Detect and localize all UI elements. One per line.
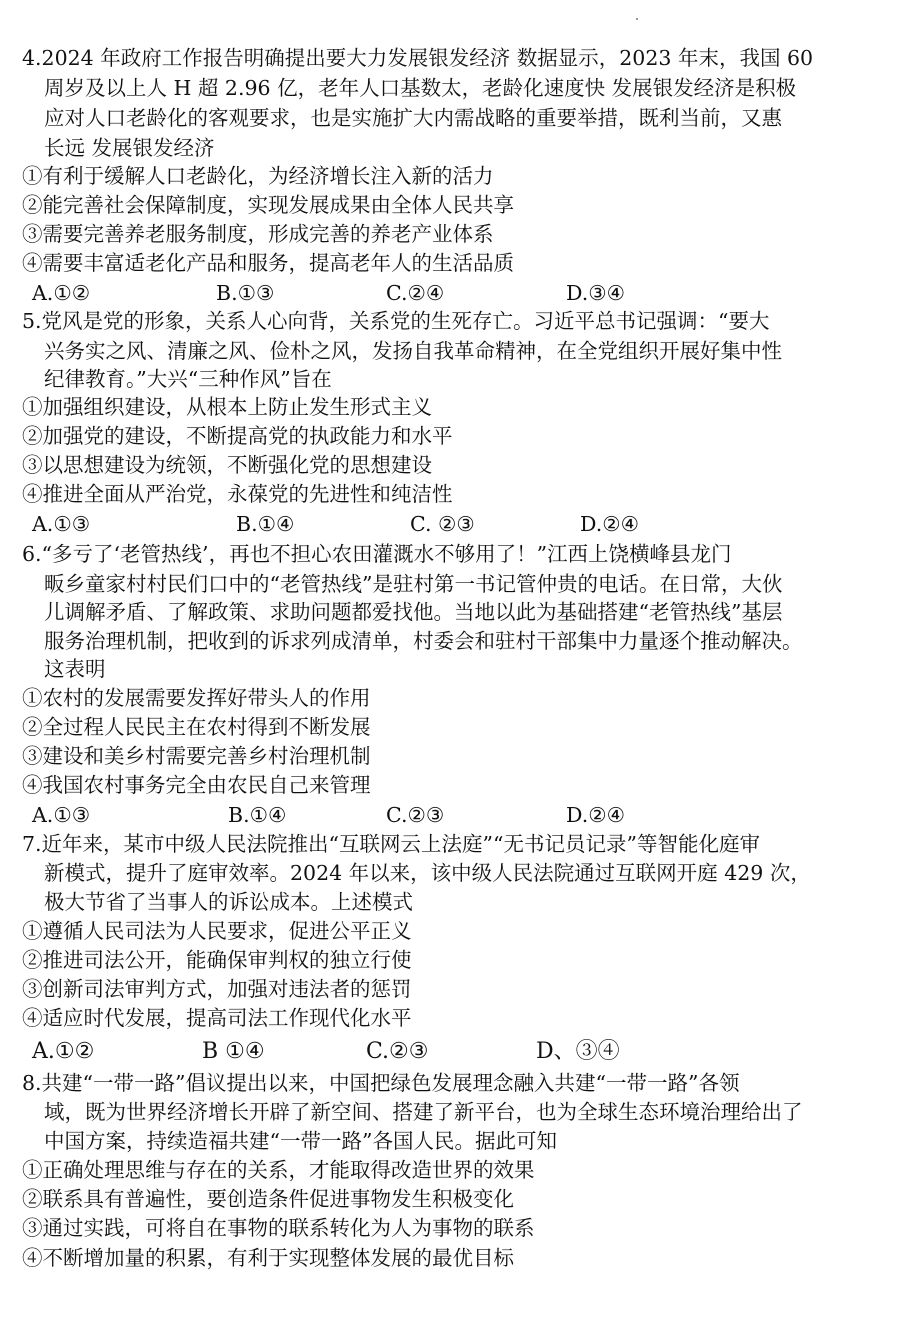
q6-stem-line-3: 儿调解矛盾、了解政策、求助问题都爱找他。当地以此为基础搭建“老管热线”基层 — [44, 600, 783, 624]
q8-stem-line-2: 域，既为世界经济增长开辟了新空间、搭建了新平台，也为全球生态环境治理给出了 — [44, 1100, 803, 1124]
q4-stem-line-2: 周岁及以上人 H 超 2.96 亿，老年人口基数太，老龄化速度快 发展银发经济是积极 — [44, 76, 797, 100]
q4-option-c: C.②④ — [386, 281, 445, 305]
q8-item-1: ①正确处理思维与存在的关系，才能取得改造世界的效果 — [22, 1158, 535, 1182]
q6-option-a: A.①③ — [32, 803, 91, 827]
q6-item-1: ①农村的发展需要发挥好带头人的作用 — [22, 686, 371, 710]
q7-item-1: ①遵循人民司法为人民要求，促进公平正义 — [22, 919, 412, 943]
q8-item-4: ④不断增加量的积累，有利于实现整体发展的最优目标 — [22, 1246, 514, 1270]
q4-item-2: ②能完善社会保障制度，实现发展成果由全体人民共享 — [22, 193, 514, 217]
q7-option-a: A.①② — [32, 1039, 95, 1064]
q6-option-c: C.②③ — [386, 803, 445, 827]
q6-stem-line-5: 这表明 — [44, 657, 106, 681]
q7-stem-line-3: 极大节省了当事人的诉讼成本。上述模式 — [44, 890, 413, 914]
q5-stem-line-3: 纪律教育。”大兴“三种作风”旨在 — [44, 367, 332, 391]
q5-item-2: ②加强党的建设，不断提高党的执政能力和水平 — [22, 424, 453, 448]
q4-stem-line-4: 长远 发展银发经济 — [44, 136, 215, 160]
q7-option-d: D、③④ — [536, 1039, 620, 1064]
q5-item-4: ④推进全面从严治党，永葆党的先进性和纯洁性 — [22, 482, 453, 506]
q7-stem-line-2: 新模式，提升了庭审效率。2024 年以来，该中级人民法院通过互联网开庭 429 次， — [44, 861, 811, 885]
q6-item-3: ③建设和美乡村需要完善乡村治理机制 — [22, 744, 371, 768]
q8-item-3: ③通过实践，可将自在事物的联系转化为人为事物的联系 — [22, 1216, 535, 1240]
q7-item-4: ④适应时代发展，提高司法工作现代化水平 — [22, 1006, 412, 1030]
q6-option-b: B.①④ — [228, 803, 287, 827]
scan-speck — [636, 18, 638, 20]
q6-item-4: ④我国农村事务完全由农民自己来管理 — [22, 773, 371, 797]
q7-stem-line-1: 7.近年来，某市中级人民法院推出“互联网云上法庭”“无书记员记录”等智能化庭审 — [22, 832, 760, 856]
q4-option-d: D.③④ — [566, 281, 625, 305]
q4-stem-line-1: 4.2024 年政府工作报告明确提出要大力发展银发经济 数据显示，2023 年末，我国 60 — [22, 46, 814, 70]
q4-item-3: ③需要完善养老服务制度，形成完善的养老产业体系 — [22, 222, 494, 246]
q5-item-3: ③以思想建设为统领，不断强化党的思想建设 — [22, 453, 432, 477]
q6-stem-line-2: 畈乡童家村村民们口中的“老管热线”是驻村第一书记管仲贵的电话。在日常，大伙 — [44, 572, 783, 596]
q5-stem-line-1: 5.党风是党的形象，关系人心向背，关系党的生死存亡。习近平总书记强调：“要大 — [22, 309, 770, 333]
q5-stem-line-2: 兴务实之风、清廉之风、俭朴之风，发扬自我革命精神，在全党组织开展好集中性 — [44, 339, 782, 363]
q6-stem-line-1: 6.“多亏了‘老管热线’，再也不担心农田灌溉水不够用了！”江西上饶横峰县龙门 — [22, 542, 732, 566]
q4-item-1: ①有利于缓解人口老龄化，为经济增长注入新的活力 — [22, 164, 494, 188]
q7-item-3: ③创新司法审判方式，加强对违法者的惩罚 — [22, 977, 412, 1001]
q7-item-2: ②推进司法公开，能确保审判权的独立行使 — [22, 948, 412, 972]
q5-option-b: B.①④ — [236, 512, 295, 536]
q4-option-b: B.①③ — [216, 281, 275, 305]
q5-option-c: C. ②③ — [410, 512, 475, 536]
q8-item-2: ②联系具有普遍性，要创造条件促进事物发生积极变化 — [22, 1187, 514, 1211]
q5-option-a: A.①③ — [32, 512, 91, 536]
q7-option-b: B ①④ — [202, 1039, 265, 1064]
q4-option-a: A.①② — [32, 281, 91, 305]
q7-option-c: C.②③ — [366, 1039, 429, 1064]
q5-option-d: D.②④ — [580, 512, 639, 536]
q4-item-4: ④需要丰富适老化产品和服务，提高老年人的生活品质 — [22, 251, 514, 275]
q8-stem-line-1: 8.共建“一带一路”倡议提出以来，中国把绿色发展理念融入共建“一带一路”各领 — [22, 1071, 740, 1095]
q5-item-1: ①加强组织建设，从根本上防止发生形式主义 — [22, 395, 432, 419]
q4-stem-line-3: 应对人口老龄化的客观要求，也是实施扩大内需战略的重要举措，既利当前，又惠 — [44, 106, 782, 130]
q6-item-2: ②全过程人民民主在农村得到不断发展 — [22, 715, 371, 739]
q6-stem-line-4: 服务治理机制，把收到的诉求列成清单，村委会和驻村干部集中力量逐个推动解决。 — [44, 629, 803, 653]
q6-option-d: D.②④ — [566, 803, 625, 827]
q8-stem-line-3: 中国方案，持续造福共建“一带一路”各国人民。据此可知 — [44, 1129, 557, 1153]
